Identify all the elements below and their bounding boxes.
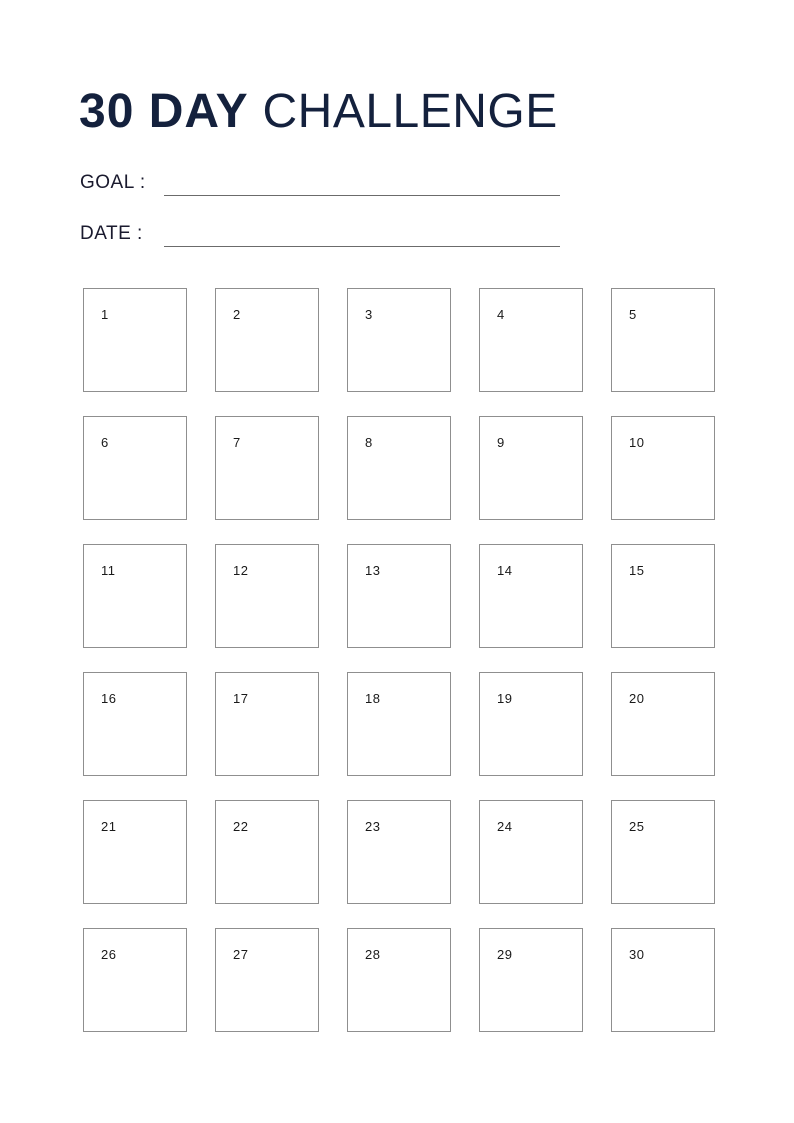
day-number: 27 xyxy=(233,947,249,962)
day-number: 25 xyxy=(629,819,645,834)
day-box[interactable] xyxy=(215,544,319,648)
day-grid xyxy=(83,288,715,1032)
day-box[interactable] xyxy=(215,928,319,1032)
day-box[interactable] xyxy=(479,416,583,520)
day-box[interactable] xyxy=(611,544,715,648)
day-number: 10 xyxy=(629,435,645,450)
day-number: 4 xyxy=(497,307,505,322)
day-number: 28 xyxy=(365,947,381,962)
day-box[interactable] xyxy=(215,800,319,904)
day-box[interactable] xyxy=(611,800,715,904)
day-number: 26 xyxy=(101,947,117,962)
day-box[interactable] xyxy=(611,416,715,520)
day-box[interactable] xyxy=(479,544,583,648)
day-number: 12 xyxy=(233,563,249,578)
day-number: 17 xyxy=(233,691,249,706)
day-number: 29 xyxy=(497,947,513,962)
goal-field[interactable] xyxy=(80,166,560,196)
day-number: 15 xyxy=(629,563,645,578)
day-box[interactable] xyxy=(611,672,715,776)
day-number: 9 xyxy=(497,435,505,450)
day-box[interactable] xyxy=(83,288,187,392)
day-box[interactable] xyxy=(611,928,715,1032)
day-box[interactable] xyxy=(347,928,451,1032)
day-number: 14 xyxy=(497,563,513,578)
day-box[interactable] xyxy=(215,288,319,392)
day-box[interactable] xyxy=(479,928,583,1032)
day-number: 20 xyxy=(629,691,645,706)
date-label: DATE : xyxy=(80,223,143,244)
date-underline[interactable] xyxy=(164,246,560,247)
day-box[interactable] xyxy=(83,928,187,1032)
day-box[interactable] xyxy=(347,800,451,904)
day-number: 7 xyxy=(233,435,241,450)
day-box[interactable] xyxy=(479,800,583,904)
goal-label: GOAL : xyxy=(80,172,146,193)
day-box[interactable] xyxy=(83,800,187,904)
title-light-part: CHALLENGE xyxy=(262,85,558,138)
date-field[interactable] xyxy=(80,217,560,247)
day-number: 13 xyxy=(365,563,381,578)
day-number: 19 xyxy=(497,691,513,706)
day-box[interactable] xyxy=(347,416,451,520)
day-number: 2 xyxy=(233,307,241,322)
day-box[interactable] xyxy=(83,544,187,648)
goal-underline[interactable] xyxy=(164,195,560,196)
title-bold-part: 30 DAY xyxy=(79,85,249,138)
day-box[interactable] xyxy=(479,288,583,392)
page-title xyxy=(79,84,558,140)
day-number: 30 xyxy=(629,947,645,962)
day-number: 23 xyxy=(365,819,381,834)
day-number: 1 xyxy=(101,307,109,322)
day-box[interactable] xyxy=(611,288,715,392)
day-number: 18 xyxy=(365,691,381,706)
day-box[interactable] xyxy=(347,672,451,776)
day-number: 24 xyxy=(497,819,513,834)
day-box[interactable] xyxy=(479,672,583,776)
day-number: 6 xyxy=(101,435,109,450)
day-box[interactable] xyxy=(83,672,187,776)
day-box[interactable] xyxy=(347,544,451,648)
day-box[interactable] xyxy=(215,416,319,520)
day-box[interactable] xyxy=(83,416,187,520)
day-number: 3 xyxy=(365,307,373,322)
day-box[interactable] xyxy=(347,288,451,392)
day-number: 8 xyxy=(365,435,373,450)
day-number: 5 xyxy=(629,307,637,322)
day-number: 21 xyxy=(101,819,117,834)
day-number: 11 xyxy=(101,563,116,578)
day-number: 16 xyxy=(101,691,117,706)
day-number: 22 xyxy=(233,819,249,834)
day-box[interactable] xyxy=(215,672,319,776)
